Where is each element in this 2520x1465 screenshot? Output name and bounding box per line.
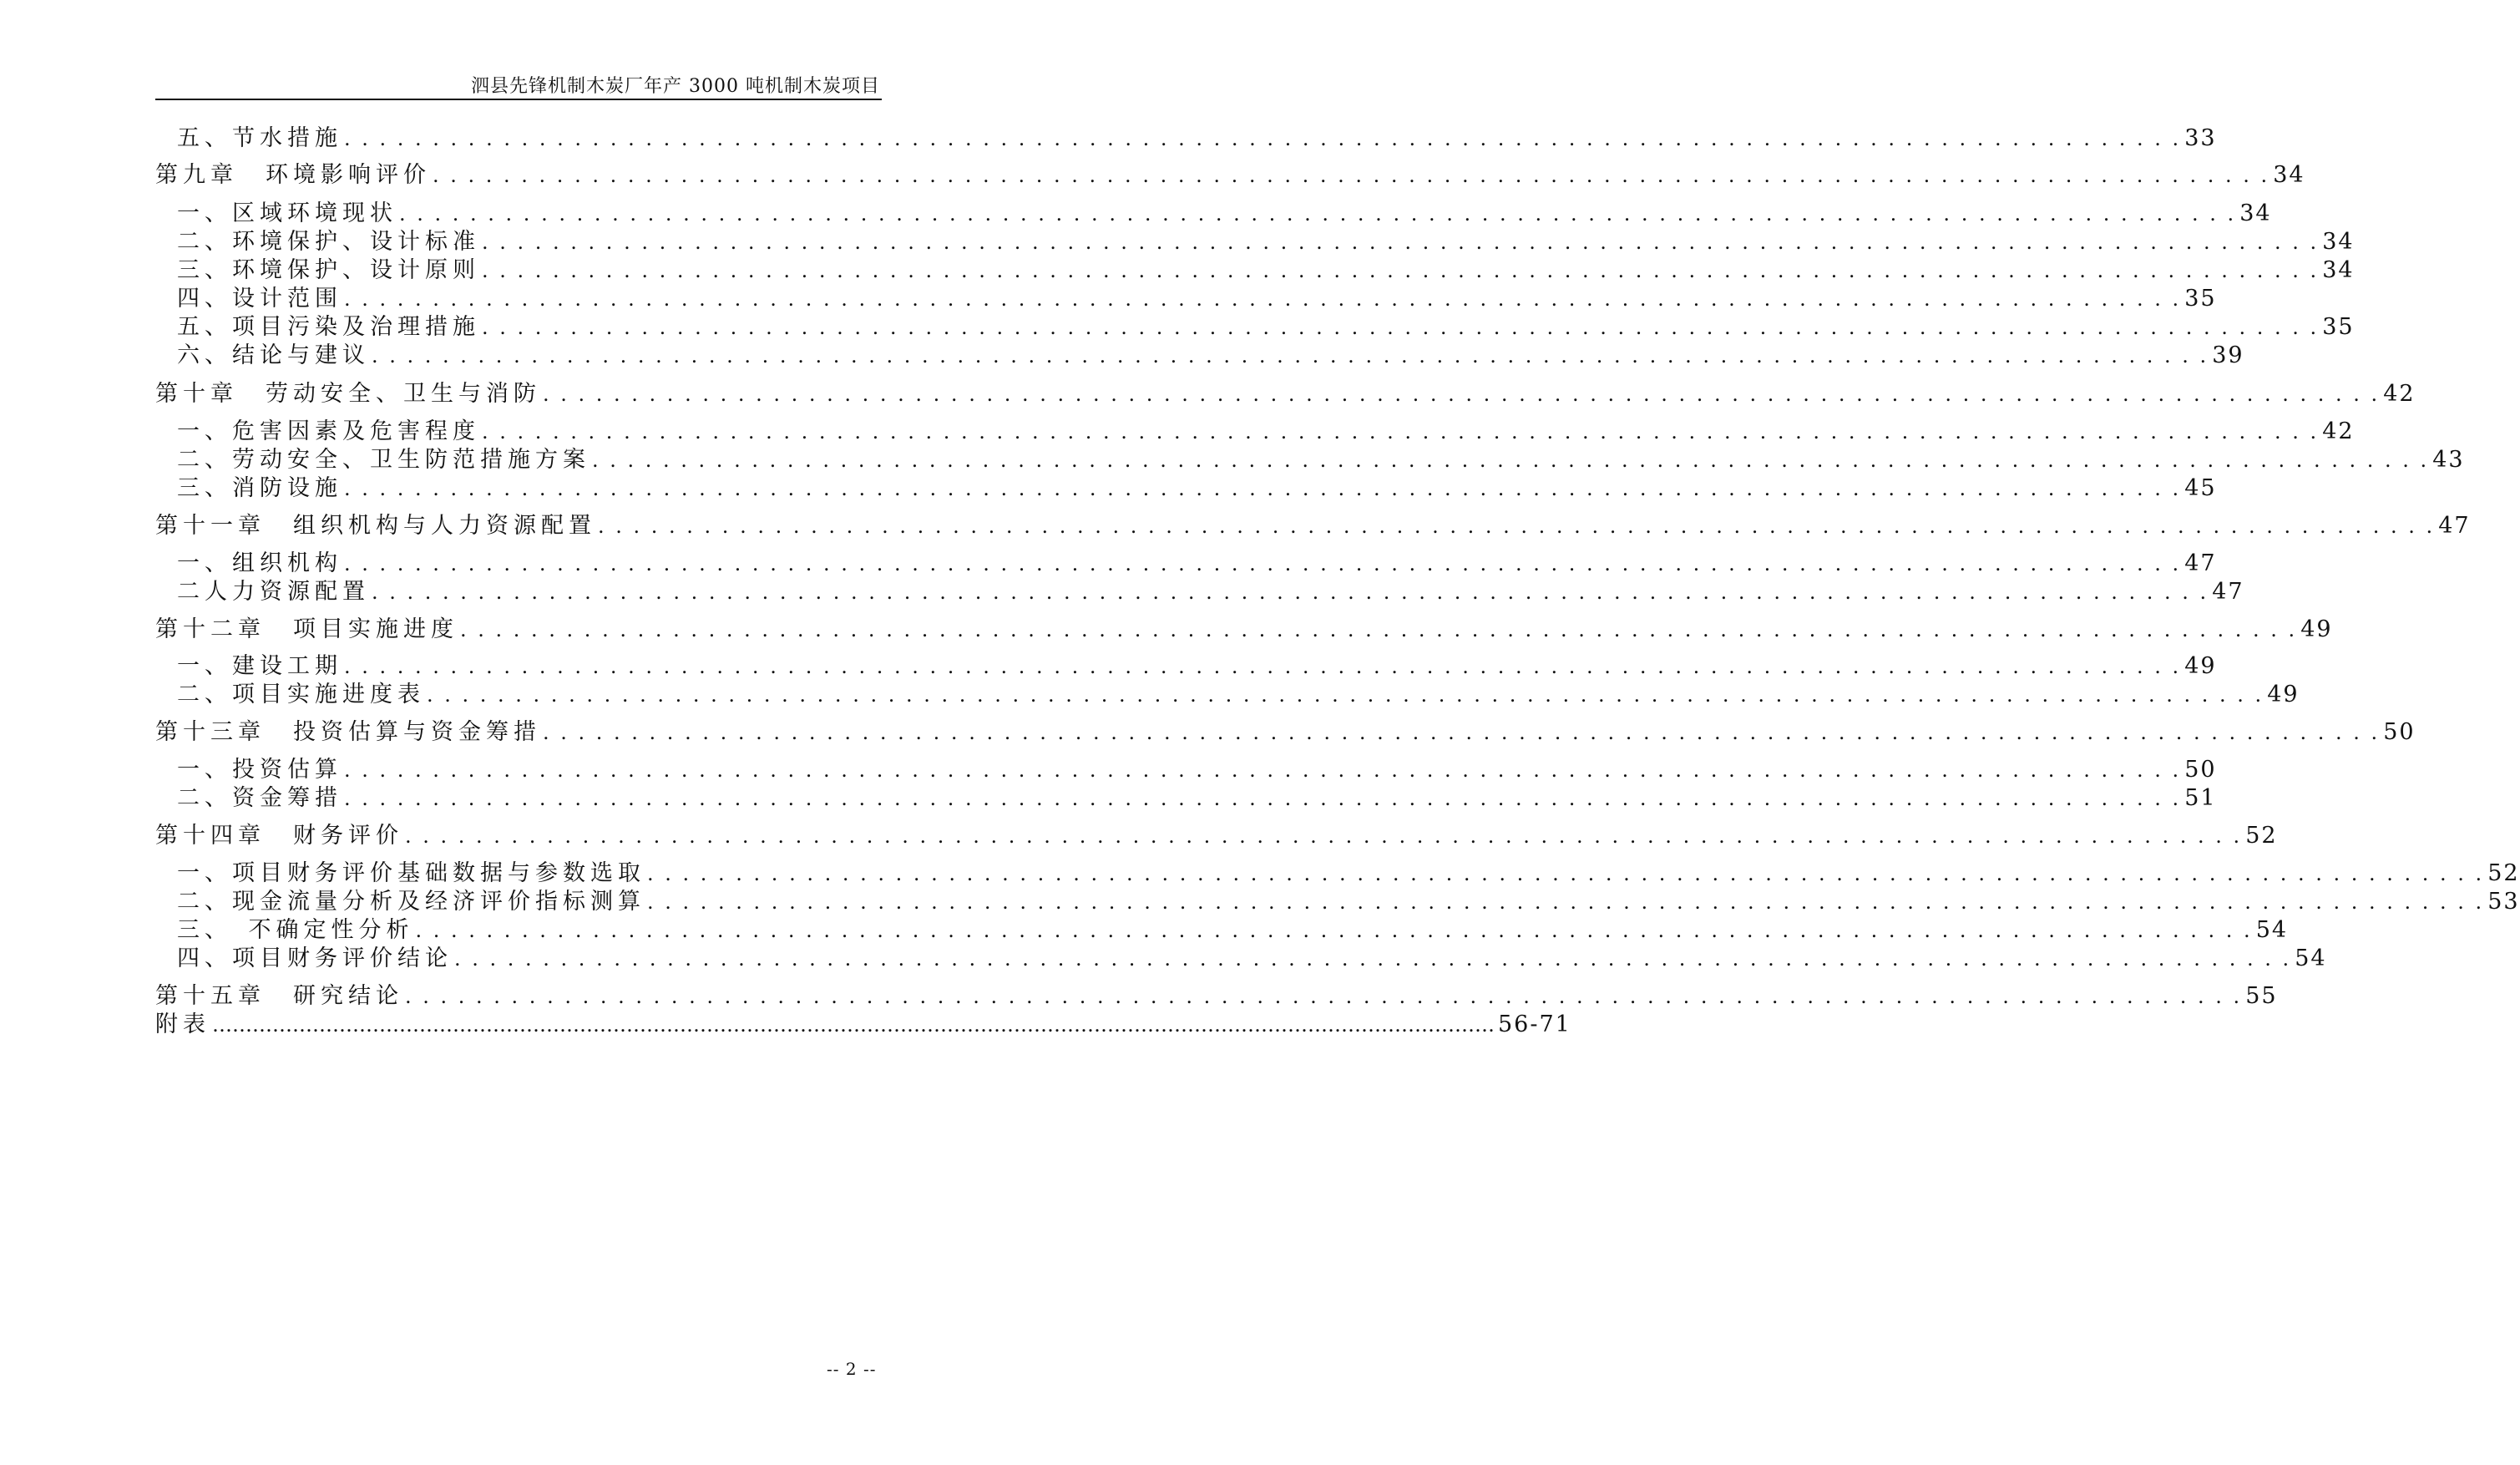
toc-entry[interactable] (155, 783, 2217, 814)
toc-entry[interactable] (155, 341, 2244, 371)
toc-entry[interactable] (155, 944, 2327, 974)
toc-entry-label: 第十章 劳动安全、卫生与消防 (155, 381, 541, 407)
toc-leader-dots: . . . . . . . . . . . . . . . . . . . . . . . . . . . . . . . . . . . . . . . . . . . . . . . . . . . . . . . . . . . . . . . . . . . . . . . . . . . . . . . . . . . . . . . . . . . . . . . . . . . . . . . . (592, 449, 2430, 472)
toc-leader-dots: . . . . . . . . . . . . . . . . . . . . . . . . . . . . . . . . . . . . . . . . . . . . . . . . . . . . . . . . . . . . . . . . . . . . . . . . . . . . . . . . . . . . . . . . . . . . . . . . . . . . . . . . (415, 919, 2253, 942)
toc-entry-label: 三、 不确定性分析 (177, 917, 414, 943)
toc-entry-label: 三、环境保护、设计原则 (177, 257, 480, 283)
toc-entry-label: 第十五章 研究结论 (155, 983, 403, 1009)
toc-entry-page: 34 (2273, 162, 2305, 188)
toc-entry[interactable] (155, 887, 2520, 917)
toc-entry[interactable] (155, 379, 2416, 409)
toc-entry[interactable] (155, 577, 2244, 607)
toc-entry[interactable] (155, 717, 2416, 748)
toc-entry-label: 第十四章 财务评价 (155, 823, 403, 849)
toc-leader-dots: . . . . . . . . . . . . . . . . . . . . . . . . . . . . . . . . . . . . . . . . . . . . . . . . . . . . . . . . . . . . . . . . . . . . . . . . . . . . . . . . . . . . . . . . . . . . . . . . . . . . . . . . (482, 259, 2320, 282)
toc-leader-dots: . . . . . . . . . . . . . . . . . . . . . . . . . . . . . . . . . . . . . . . . . . . . . . . . . . . . . . . . . . . . . . . . . . . . . . . . . . . . . . . . . . . . . . . . . . . . . . . . . . . . . . . . (372, 580, 2209, 604)
toc-entry-label: 四、项目财务评价结论 (177, 945, 453, 971)
toc-entry-page: 52 (2245, 823, 2278, 849)
toc-leader-dots: . . . . . . . . . . . . . . . . . . . . . . . . . . . . . . . . . . . . . . . . . . . . . . . . . . . . . . . . . . . . . . . . . . . . . . . . . . . . . . . . . . . . . . . . . . . . . . . . . . . . . . . . (344, 477, 2182, 500)
toc-leader-dots: . . . . . . . . . . . . . . . . . . . . . . . . . . . . . . . . . . . . . . . . . . . . . . . . . . . . . . . . . . . . . . . . . . . . . . . . . . . . . . . . . . . . . . . . . . . . . . . . . . . . . . . . (482, 231, 2320, 254)
toc-entry-page: 47 (2212, 579, 2244, 605)
toc-leader-dots: . . . . . . . . . . . . . . . . . . . . . . . . . . . . . . . . . . . . . . . . . . . . . . . . . . . . . . . . . . . . . . . . . . . . . . . . . . . . . . . . . . . . . . . . . . . . . . . . . . . . . . . . (543, 721, 2381, 744)
toc-entry[interactable] (155, 417, 2355, 447)
toc-entry-label: 附表 (155, 1011, 210, 1037)
toc-entry-page: 47 (2438, 513, 2471, 539)
toc-entry-page: 52 (2487, 860, 2520, 886)
toc-leader-dots: . . . . . . . . . . . . . . . . . . . . . . . . . . . . . . . . . . . . . . . . . . . . . . . . . . . . . . . . . . . . . . . . . . . . . . . . . . . . . . . . . . . . . . . . . . . . . . . . . . . . . . . . (405, 985, 2243, 1008)
toc-entry-page: 56-71 (1498, 1011, 1571, 1037)
toc-entry-label: 六、结论与建议 (177, 342, 370, 368)
toc-leader-dots: . . . . . . . . . . . . . . . . . . . . . . . . . . . . . . . . . . . . . . . . . . . . . . . . . . . . . . . . . . . . . . . . . . . . . . . . . . . . . . . . . . . . . . . . . . . . . . . . . . . . . . . . (344, 287, 2182, 311)
toc-entry-label: 三、消防设施 (177, 475, 342, 501)
toc-leader-dots: ………………………………………………………………………………………………………………………………………………………………………… (212, 1013, 1495, 1037)
toc-leader-dots: . . . . . . . . . . . . . . . . . . . . . . . . . . . . . . . . . . . . . . . . . . . . . . . . . . . . . . . . . . . . . . . . . . . . . . . . . . . . . . . . . . . . . . . . . . . . . . . . . . . . . . . . (598, 515, 2436, 538)
toc-leader-dots: . . . . . . . . . . . . . . . . . . . . . . . . . . . . . . . . . . . . . . . . . . . . . . . . . . . . . . . . . . . . . . . . . . . . . . . . . . . . . . . . . . . . . . . . . . . . . . . . . . . . . . . . (372, 344, 2209, 368)
toc-entry-page: 43 (2432, 447, 2465, 473)
toc-entry-page: 50 (2383, 719, 2416, 745)
toc-entry-page: 33 (2184, 125, 2217, 151)
toc-entry[interactable] (155, 981, 2278, 1011)
toc-leader-dots: . . . . . . . . . . . . . . . . . . . . . . . . . . . . . . . . . . . . . . . . . . . . . . . . . . . . . . . . . . . . . . . . . . . . . . . . . . . . . . . . . . . . . . . . . . . . . . . . . . . . . . . . (460, 618, 2298, 641)
toc-entry-page: 42 (2383, 381, 2416, 407)
running-header: 泗县先锋机制木炭厂年产 3000 吨机制木炭项目 (471, 76, 880, 97)
toc-entry-label: 二、环境保护、设计标准 (177, 229, 480, 255)
toc-leader-dots: . . . . . . . . . . . . . . . . . . . . . . . . . . . . . . . . . . . . . . . . . . . . . . . . . . . . . . . . . . . . . . . . . . . . . . . . . . . . . . . . . . . . . . . . . . . . . . . . . . . . . . . . (344, 655, 2182, 678)
toc-leader-dots: . . . . . . . . . . . . . . . . . . . . . . . . . . . . . . . . . . . . . . . . . . . . . . . . . . . . . . . . . . . . . . . . . . . . . . . . . . . . . . . . . . . . . . . . . . . . . . . . . . . . . . . . (433, 164, 2270, 187)
toc-entry-page: 35 (2322, 314, 2355, 340)
toc-entry[interactable] (155, 859, 2520, 889)
toc-entry-label: 五、项目污染及治理措施 (177, 314, 480, 340)
toc-leader-dots: . . . . . . . . . . . . . . . . . . . . . . . . . . . . . . . . . . . . . . . . . . . . . . . . . . . . . . . . . . . . . . . . . . . . . . . . . . . . . . . . . . . . . . . . . . . . . . . . . . . . . . . . (399, 202, 2237, 226)
toc-entry[interactable] (155, 445, 2465, 475)
toc-entry[interactable] (155, 680, 2300, 710)
toc-leader-dots: . . . . . . . . . . . . . . . . . . . . . . . . . . . . . . . . . . . . . . . . . . . . . . . . . . . . . . . . . . . . . . . . . . . . . . . . . . . . . . . . . . . . . . . . . . . . . . . . . . . . . . . . (482, 316, 2320, 339)
toc-entry-label: 一、危害因素及危害程度 (177, 418, 480, 444)
toc-entry-page: 49 (2300, 616, 2333, 642)
toc-leader-dots: . . . . . . . . . . . . . . . . . . . . . . . . . . . . . . . . . . . . . . . . . . . . . . . . . . . . . . . . . . . . . . . . . . . . . . . . . . . . . . . . . . . . . . . . . . . . . . . . . . . . . . . . (482, 420, 2320, 444)
toc-entry[interactable] (155, 549, 2217, 579)
toc-leader-dots: . . . . . . . . . . . . . . . . . . . . . . . . . . . . . . . . . . . . . . . . . . . . . . . . . . . . . . . . . . . . . . . . . . . . . . . . . . . . . . . . . . . . . . . . . . . . . . . . . . . . . . . . (454, 947, 2292, 971)
toc-entry[interactable] (155, 615, 2333, 645)
toc-entry-label: 一、建设工期 (177, 653, 342, 679)
toc-entry-page: 34 (2322, 229, 2355, 255)
toc-leader-dots: . . . . . . . . . . . . . . . . . . . . . . . . . . . . . . . . . . . . . . . . . . . . . . . . . . . . . . . . . . . . . . . . . . . . . . . . . . . . . . . . . . . . . . . . . . . . . . . . . . . . . . . . (405, 824, 2243, 848)
toc-entry-page: 42 (2322, 418, 2355, 444)
toc-entry-label: 第十二章 项目实施进度 (155, 616, 458, 642)
header-rule (155, 99, 882, 100)
toc-entry-label: 一、组织机构 (177, 550, 342, 576)
toc-entry-page: 53 (2487, 889, 2520, 915)
toc-entry-label: 二人力资源配置 (177, 579, 370, 605)
toc-entry-label: 二、资金筹措 (177, 785, 342, 811)
toc-entry-page: 54 (2255, 917, 2289, 943)
toc-entry-page: 45 (2184, 475, 2217, 501)
toc-entry-page: 35 (2184, 286, 2217, 312)
toc-entry-label: 第十一章 组织机构与人力资源配置 (155, 513, 596, 539)
toc-leader-dots: . . . . . . . . . . . . . . . . . . . . . . . . . . . . . . . . . . . . . . . . . . . . . . . . . . . . . . . . . . . . . . . . . . . . . . . . . . . . . . . . . . . . . . . . . . . . . . . . . . . . . . . . (647, 890, 2485, 914)
toc-entry-page: 51 (2184, 785, 2217, 811)
toc-entry[interactable] (155, 915, 2289, 945)
toc-entry-page: 54 (2295, 945, 2327, 971)
toc-leader-dots: . . . . . . . . . . . . . . . . . . . . . . . . . . . . . . . . . . . . . . . . . . . . . . . . . . . . . . . . . . . . . . . . . . . . . . . . . . . . . . . . . . . . . . . . . . . . . . . . . . . . . . . . (344, 552, 2182, 575)
toc-entry-label: 一、区域环境现状 (177, 200, 397, 226)
toc-leader-dots: . . . . . . . . . . . . . . . . . . . . . . . . . . . . . . . . . . . . . . . . . . . . . . . . . . . . . . . . . . . . . . . . . . . . . . . . . . . . . . . . . . . . . . . . . . . . . . . . . . . . . . . . (344, 127, 2182, 150)
toc-entry-label: 二、项目实施进度表 (177, 682, 425, 707)
toc-entry[interactable] (155, 1010, 1571, 1040)
toc-entry-label: 第九章 环境影响评价 (155, 162, 431, 188)
toc-entry-page: 34 (2322, 257, 2355, 283)
toc-entry[interactable] (155, 511, 2471, 541)
toc-entry[interactable] (155, 755, 2217, 785)
toc-entry[interactable] (155, 474, 2217, 504)
toc-entry-page: 39 (2212, 342, 2244, 368)
toc-entry-label: 四、设计范围 (177, 286, 342, 312)
toc-leader-dots: . . . . . . . . . . . . . . . . . . . . . . . . . . . . . . . . . . . . . . . . . . . . . . . . . . . . . . . . . . . . . . . . . . . . . . . . . . . . . . . . . . . . . . . . . . . . . . . . . . . . . . . . (647, 862, 2485, 885)
toc-entry-label: 二、劳动安全、卫生防范措施方案 (177, 447, 590, 473)
toc-entry[interactable] (155, 160, 2305, 190)
page-number: -- 2 -- (827, 1359, 877, 1379)
toc-entry-label: 二、现金流量分析及经济评价指标测算 (177, 889, 645, 915)
toc-entry[interactable] (155, 199, 2272, 229)
toc-entry[interactable] (155, 284, 2217, 314)
toc-entry-page: 34 (2239, 200, 2272, 226)
toc-entry-page: 49 (2267, 682, 2300, 707)
toc-entry-page: 50 (2184, 757, 2217, 783)
toc-entry[interactable] (155, 821, 2278, 851)
toc-leader-dots: . . . . . . . . . . . . . . . . . . . . . . . . . . . . . . . . . . . . . . . . . . . . . . . . . . . . . . . . . . . . . . . . . . . . . . . . . . . . . . . . . . . . . . . . . . . . . . . . . . . . . . . . (344, 787, 2182, 810)
toc-entry[interactable] (155, 124, 2217, 154)
toc-entry-label: 一、投资估算 (177, 757, 342, 783)
toc-entry[interactable] (155, 651, 2217, 682)
toc-entry-label: 五、节水措施 (177, 125, 342, 151)
toc-entry[interactable] (155, 256, 2355, 286)
toc-entry-page: 49 (2184, 653, 2217, 679)
toc-leader-dots: . . . . . . . . . . . . . . . . . . . . . . . . . . . . . . . . . . . . . . . . . . . . . . . . . . . . . . . . . . . . . . . . . . . . . . . . . . . . . . . . . . . . . . . . . . . . . . . . . . . . . . . . (427, 683, 2264, 707)
toc-entry-page: 55 (2245, 983, 2278, 1009)
toc-entry[interactable] (155, 312, 2355, 342)
toc-entry-label: 第十三章 投资估算与资金筹措 (155, 719, 541, 745)
toc-entry[interactable] (155, 227, 2355, 257)
toc-entry-label: 一、项目财务评价基础数据与参数选取 (177, 860, 645, 886)
toc-entry-page: 47 (2184, 550, 2217, 576)
toc-leader-dots: . . . . . . . . . . . . . . . . . . . . . . . . . . . . . . . . . . . . . . . . . . . . . . . . . . . . . . . . . . . . . . . . . . . . . . . . . . . . . . . . . . . . . . . . . . . . . . . . . . . . . . . . (344, 758, 2182, 782)
toc-leader-dots: . . . . . . . . . . . . . . . . . . . . . . . . . . . . . . . . . . . . . . . . . . . . . . . . . . . . . . . . . . . . . . . . . . . . . . . . . . . . . . . . . . . . . . . . . . . . . . . . . . . . . . . . (543, 383, 2381, 406)
